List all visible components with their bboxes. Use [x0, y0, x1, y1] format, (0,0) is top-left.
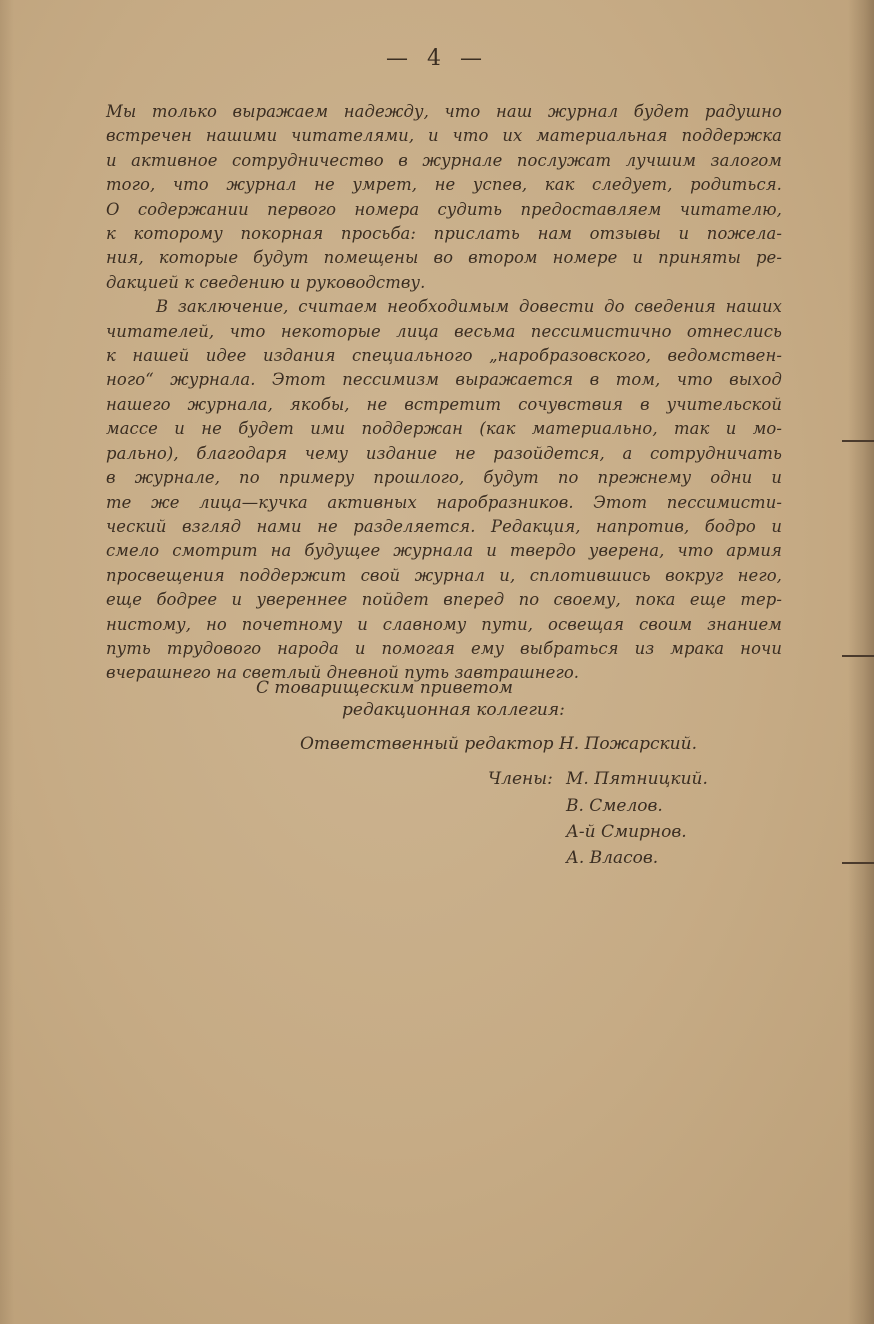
text-line: вчерашнего на светлый дневной путь завтрашнего.	[106, 663, 580, 683]
signature-board: редакционная коллегия:	[342, 700, 565, 720]
member-name: А-й Смирнов.	[566, 822, 687, 842]
text-line: ческий взгляд нами не разделяется. Редакция, напротив, бодро и	[106, 516, 782, 536]
edge-tick-mark	[842, 862, 874, 864]
signature-greeting: С товарищеским приветом	[256, 678, 514, 698]
text-line: в журнале, по примеру прошлого, будут по прежнему одни и	[106, 468, 782, 488]
text-line: дакцией к сведению и руководству.	[106, 272, 426, 292]
text-line: еще бодрее и увереннее пойдет вперед по своему, пока еще тер-	[106, 590, 782, 610]
text-line: рально), благодаря чему издание не разойдется, а сотрудничать	[106, 443, 782, 463]
member-name: А. Власов.	[566, 848, 659, 868]
text-line: к нашей идее издания специального „наробразовского, ведомствен-	[106, 346, 782, 366]
text-line: того, что журнал не умрет, не успев, как следует, родиться.	[106, 175, 782, 195]
text-line: читателей, что некоторые лица весьма пессимистично отнеслись	[106, 321, 782, 341]
text-line: те же лица—кучка активных наробразников. Этот пессимисти-	[106, 492, 782, 512]
paragraph-2	[106, 295, 782, 686]
text-line: путь трудового народа и помогая ему выбраться из мрака ночи	[106, 638, 782, 658]
paragraph-1	[106, 100, 782, 295]
text-line: встречен нашими читателями, и что их материальная поддержка	[106, 126, 782, 146]
members-label: Члены:	[488, 769, 553, 789]
text-line: и активное сотрудничество в журнале послужат лучшим залогом	[106, 150, 782, 170]
member-name: М. Пятницкий.	[566, 769, 708, 789]
edge-tick-mark	[842, 655, 874, 657]
text-line: просвещения поддержит свой журнал и, сплотившись вокруг него,	[106, 565, 782, 585]
text-line: нистому, но почетному и славному пути, освещая своим знанием	[106, 614, 782, 634]
text-line: О содержании первого номера судить предоставляем читателю,	[106, 199, 782, 219]
text-line: ного“ журнала. Этот пессимизм выражается в том, что выход	[106, 370, 782, 390]
page-number: — 4 —	[386, 46, 488, 71]
signature-editor: Ответственный редактор Н. Пожарский.	[300, 734, 697, 754]
page-left-edge-shadow	[0, 0, 14, 1324]
text-line: к которому покорная просьба: прислать нам отзывы и пожела-	[106, 224, 782, 244]
text-line: массе и не будет ими поддержан (как материально, так и мо-	[106, 419, 782, 439]
text-line: ния, которые будут помещены во втором номере и приняты ре-	[106, 248, 782, 268]
text-line: Мы только выражаем надежду, что наш журнал будет радушно	[106, 102, 782, 121]
member-name: В. Смелов.	[566, 796, 663, 816]
body-text	[106, 100, 782, 686]
text-line: нашего журнала, якобы, не встретит сочувствия в учительской	[106, 394, 782, 414]
text-line: смело смотрит на будущее журнала и твердо уверена, что армия	[106, 541, 782, 561]
edge-tick-mark	[842, 440, 874, 442]
page-right-edge-shadow	[848, 0, 874, 1324]
text-line: В заключение, считаем необходимым довести до сведения наших	[156, 297, 782, 317]
